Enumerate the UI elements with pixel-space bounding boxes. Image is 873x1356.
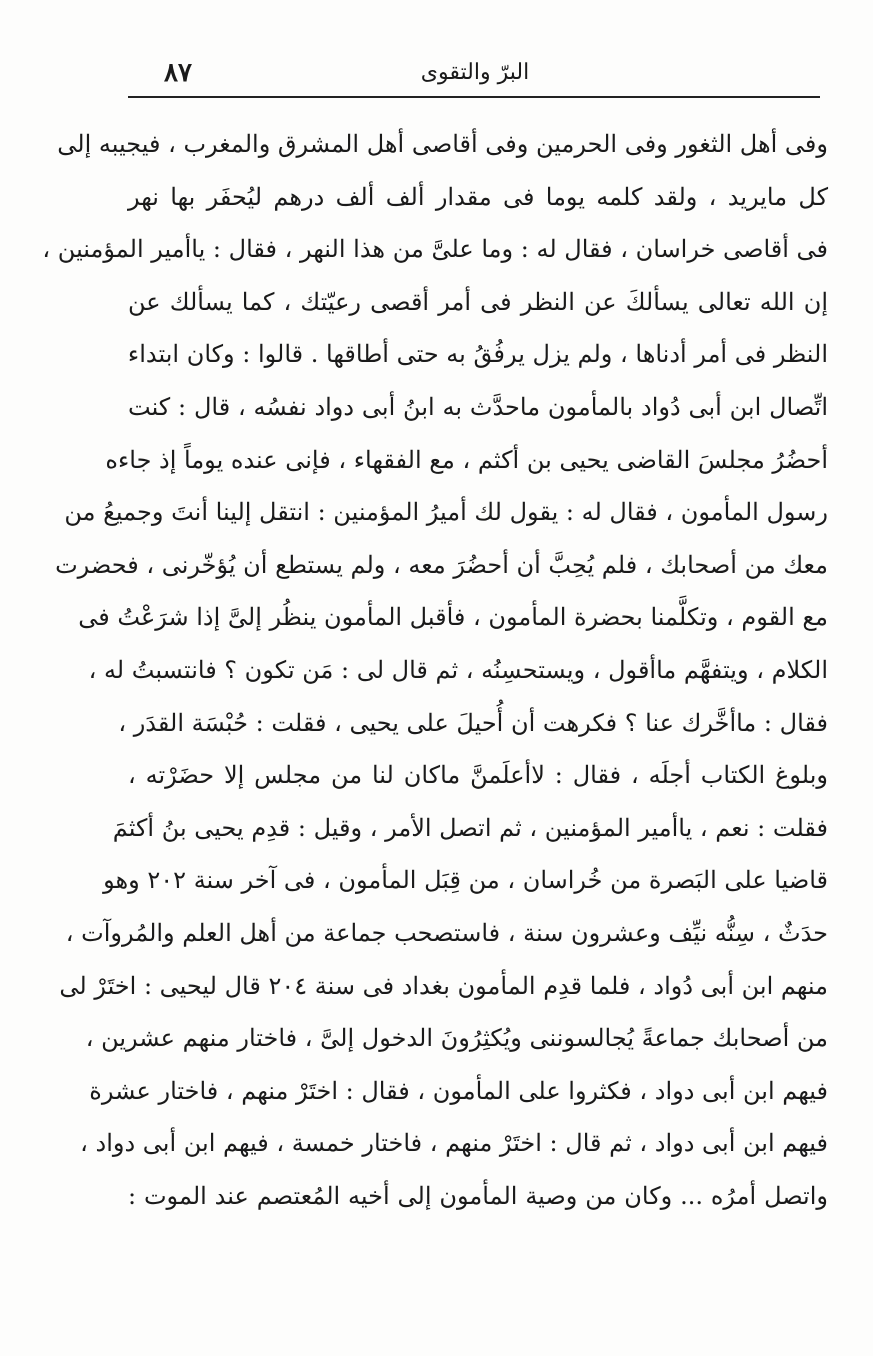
page-header [130,56,820,96]
text-line: النظر فى أمر أدناها ، ولم يزل يرفُقُ به حتى أطاقها . قالوا : وكان ابتداء [127,340,828,369]
text-line: فقال : ماأخَّرك عنا ؟ فكرهت أن أُحيلَ على يحيى ، فقلت : حُبْسَة القدَر ، [118,708,828,737]
text-line: رسول المأمون ، فقال له : يقول لك أميرُ المؤمنين : انتقل إلينا أنتَ وجميعُ من [64,498,828,527]
body-text [42,118,828,1222]
text-line: الكلام ، ويتفهَّم ماأقول ، ويستحسِنُه ، ثم قال لى : مَن تكون ؟ فانتسبتُ له ، [88,655,828,684]
header-rule [128,96,820,98]
text-line: من أصحابك جماعةً يُجالسوننى ويُكثِرُونَ الدخول إلىَّ ، فاختار منهم عشرين ، [85,1024,828,1053]
text-line: وفى أهل الثغور وفى الحرمين وفى أقاصى أهل المشرق والمغرب ، فيجيبه إلى [57,130,828,158]
text-line: إن الله تعالى يسألكَ عن النظر فى أمر أقصى رعيّتك ، كما يسألك عن [128,287,828,316]
text-line: منهم ابن أبى دُواد ، فلما قدِم المأمون بغداد فى سنة ٢٠٤ قال ليحيى : اختَرْ لى [59,971,828,1000]
text-line: واتصل أمرُه ... وكان من وصية المأمون إلى أخيه المُعتصم عند الموت : [128,1181,828,1210]
text-line: قاضيا على البَصرة من خُراسان ، من قِبَل المأمون ، فى آخر سنة ٢٠٢ وهو [103,866,828,895]
text-line: وبلوغ الكتاب أجلَه ، فقال : لاأعلَمنَّ ماكان لنا من مجلس إلا حضَرْته ، [128,761,828,790]
text-line: فى أقاصى خراسان ، فقال له : وما علىَّ من هذا النهر ، فقال : ياأمير المؤمنين ، [42,235,828,264]
running-title: البرّ والتقوى [420,60,530,85]
text-line: فيهم ابن أبى دواد ، ثم قال : اختَرْ منهم ، فاختار خمسة ، فيهم ابن أبى دواد ، [80,1129,828,1158]
text-line: اتِّصال ابن أبى دُواد بالمأمون ماحدَّث به ابنُ أبى دواد نفسُه ، قال : كنت [128,392,828,421]
text-line: كل مايريد ، ولقد كلمه يوما فى مقدار ألف ألف درهم ليُحفَر بها نهر [128,182,828,211]
text-line: معك من أصحابك ، فلم يُحِبَّ أن أحضُرَ معه ، ولم يستطع أن يُؤخّرنى ، فحضرت [55,550,828,579]
text-line: فقلت : نعم ، ياأمير المؤمنين ، ثم اتصل الأمر ، وقيل : قدِم يحيى بنُ أكثمَ [112,813,828,842]
text-line: أحضُرُ مجلسَ القاضى يحيى بن أكثم ، مع الفقهاء ، فإنى عنده يوماً إذ جاءه [105,445,828,474]
text-line: مع القوم ، وتكلَّمنا بحضرة المأمون ، فأقبل المأمون ينظُر إلىَّ إذا شرَعْتُ فى [78,603,828,632]
text-line: حدَثٌ ، سِنُّه نيِّف وعشرون سنة ، فاستصحب جماعة من أهل العلم والمُروآت ، [65,918,828,947]
text-line: فيهم ابن أبى دواد ، فكثروا على المأمون ، فقال : اختَرْ منهم ، فاختار عشرة [89,1076,828,1105]
page-number: ٨٧ [164,58,192,88]
